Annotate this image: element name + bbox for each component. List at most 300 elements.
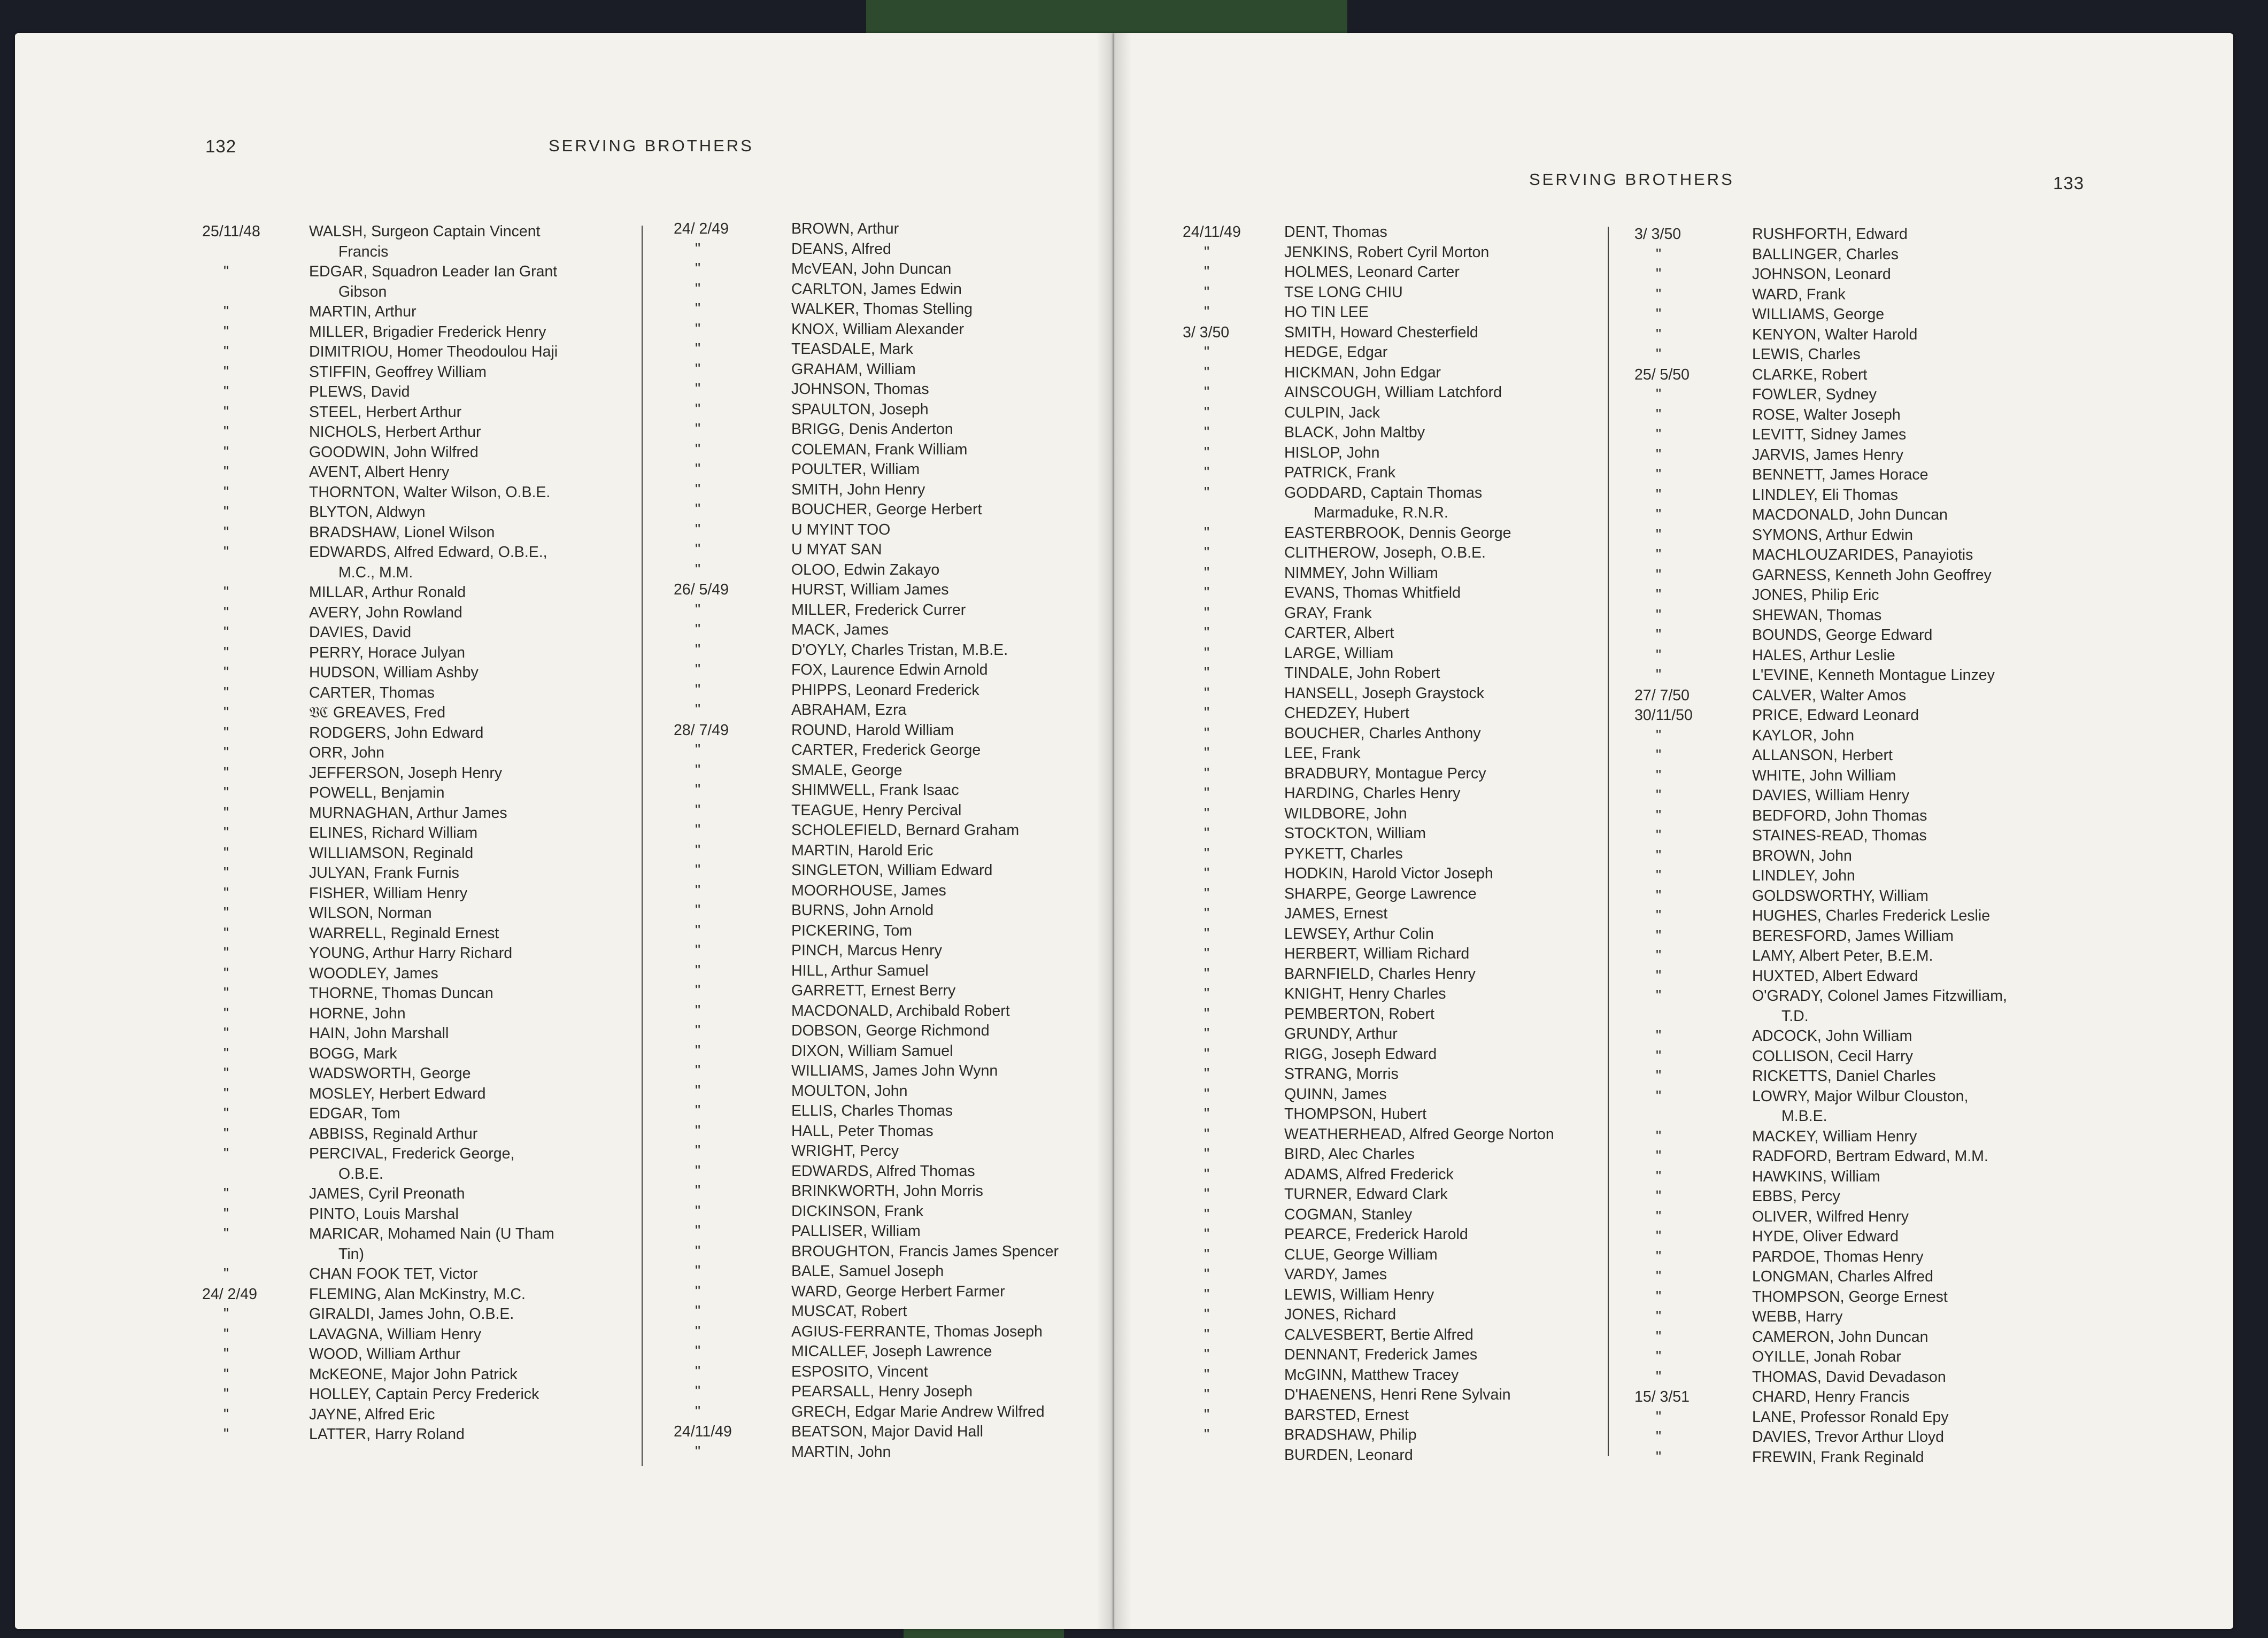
member-name: JOHNSON, Thomas	[791, 381, 929, 398]
member-name: WOODLEY, James	[309, 964, 438, 982]
member-name: ADAMS, Alfred Frederick	[1284, 1165, 1454, 1183]
member-name: DEANS, Alfred	[791, 240, 891, 258]
initiation-date: "	[695, 741, 701, 759]
initiation-date: "	[223, 523, 229, 541]
member-name: M.C., M.M.	[338, 563, 413, 581]
member-name: TINDALE, John Robert	[1284, 665, 1440, 682]
member-name: LEWIS, Charles	[1752, 346, 1861, 363]
column-divider	[642, 226, 643, 1466]
member-name: GARNESS, Kenneth John Geoffrey	[1752, 566, 1992, 584]
member-name: HAWKINS, William	[1752, 1168, 1880, 1185]
member-name: HOLMES, Leonard Carter	[1284, 264, 1460, 281]
member-name: CALVESBERT, Bertie Alfred	[1284, 1326, 1474, 1343]
initiation-date: "	[1204, 364, 1210, 381]
member-name: HOLLEY, Captain Percy Frederick	[309, 1386, 539, 1403]
member-name: CLARKE, Robert	[1752, 366, 1868, 383]
initiation-date: "	[223, 1205, 229, 1223]
initiation-date: "	[695, 922, 701, 939]
member-name: YOUNG, Arthur Harry Richard	[309, 945, 513, 962]
initiation-date: "	[1655, 1288, 1662, 1305]
initiation-date: "	[1204, 1306, 1210, 1323]
initiation-date: "	[223, 1105, 229, 1122]
member-name: SPAULTON, Joseph	[791, 400, 929, 418]
member-name: THORNTON, Walter Wilson, O.B.E.	[309, 483, 551, 501]
member-name: HO TIN LEE	[1284, 304, 1369, 321]
initiation-date: "	[223, 905, 229, 922]
initiation-date: "	[223, 964, 229, 982]
member-name: WOOD, William Arthur	[309, 1346, 461, 1363]
initiation-date: "	[223, 584, 229, 601]
initiation-date: "	[695, 1363, 701, 1380]
initiation-date: "	[223, 784, 229, 801]
initiation-date: "	[223, 1325, 229, 1343]
member-name: SHEWAN, Thomas	[1752, 606, 1882, 624]
member-name: BLACK, John Maltby	[1284, 424, 1425, 441]
initiation-date: "	[223, 443, 229, 461]
member-name: GIRALDI, James John, O.B.E.	[309, 1305, 514, 1323]
right-page	[1114, 33, 2233, 1629]
initiation-date: "	[1655, 807, 1662, 824]
member-name: LONGMAN, Charles Alfred	[1752, 1268, 1933, 1285]
member-name: STRANG, Morris	[1284, 1065, 1399, 1083]
member-name: EBBS, Percy	[1752, 1188, 1840, 1205]
member-name: CHARD, Henry Francis	[1752, 1388, 1910, 1405]
initiation-date: "	[1204, 705, 1210, 722]
initiation-date: "	[1204, 805, 1210, 822]
initiation-date: "	[1655, 847, 1662, 864]
initiation-date: "	[223, 684, 229, 701]
member-name: PHIPPS, Leonard Frederick	[791, 681, 979, 699]
initiation-date: "	[695, 400, 701, 418]
initiation-date: "	[223, 323, 229, 341]
member-name: FOX, Laurence Edwin Arnold	[791, 661, 988, 678]
member-name: M.B.E.	[1781, 1108, 1827, 1125]
initiation-date: "	[695, 521, 701, 538]
member-name: SMITH, Howard Chesterfield	[1284, 323, 1478, 341]
initiation-date: "	[1655, 426, 1662, 443]
initiation-date: "	[695, 1162, 701, 1180]
member-name: BOGG, Mark	[309, 1045, 397, 1062]
initiation-date: "	[1655, 967, 1662, 985]
member-name: EDGAR, Tom	[309, 1105, 400, 1122]
initiation-date: "	[223, 1185, 229, 1202]
member-name: PEMBERTON, Robert	[1284, 1005, 1434, 1023]
initiation-date: "	[223, 544, 229, 561]
left-page	[15, 33, 1114, 1629]
initiation-date: "	[1204, 764, 1210, 782]
member-name: PERCIVAL, Frederick George,	[309, 1145, 515, 1162]
initiation-date: "	[695, 461, 701, 478]
initiation-date: "	[1204, 1406, 1210, 1424]
member-name: MACKEY, William Henry	[1752, 1127, 1917, 1145]
member-name: PRICE, Edward Leonard	[1752, 707, 1919, 724]
member-name: CLUE, George William	[1284, 1246, 1438, 1263]
member-name: BOUCHER, Charles Anthony	[1284, 724, 1481, 742]
member-name: Francis	[338, 243, 389, 260]
initiation-date: "	[1655, 486, 1662, 504]
member-name: THOMAS, David Devadason	[1752, 1368, 1946, 1386]
initiation-date: "	[223, 604, 229, 621]
member-name: ELINES, Richard William	[309, 824, 478, 841]
initiation-date: "	[695, 1383, 701, 1400]
column-divider	[1608, 227, 1609, 1456]
initiation-date: "	[1204, 1025, 1210, 1042]
member-name: VARDY, James	[1284, 1266, 1387, 1283]
member-name: RODGERS, John Edward	[309, 724, 484, 741]
member-name: KENYON, Walter Harold	[1752, 326, 1918, 343]
member-name: BALE, Samuel Joseph	[791, 1263, 944, 1280]
member-name: BEDFORD, John Thomas	[1752, 807, 1927, 824]
member-name: PEARSALL, Henry Joseph	[791, 1383, 973, 1400]
initiation-date: "	[1655, 1408, 1662, 1426]
initiation-date: "	[1204, 264, 1210, 281]
initiation-date: "	[223, 363, 229, 381]
member-name: WARD, George Herbert Farmer	[791, 1282, 1005, 1300]
initiation-date: "	[1204, 665, 1210, 682]
member-name: AVERY, John Rowland	[309, 604, 462, 621]
member-name: HALES, Arthur Leslie	[1752, 646, 1895, 664]
running-header-left: SERVING BROTHERS	[549, 136, 754, 155]
initiation-date: "	[1655, 326, 1662, 343]
member-name: RICKETTS, Daniel Charles	[1752, 1068, 1936, 1085]
initiation-date: "	[1204, 1226, 1210, 1243]
initiation-date: "	[1655, 1087, 1662, 1105]
member-name: GRAY, Frank	[1284, 604, 1372, 622]
initiation-date: "	[1204, 1165, 1210, 1183]
member-name: BRINKWORTH, John Morris	[791, 1183, 983, 1200]
page-number-left: 132	[205, 136, 237, 156]
member-name: D'OYLY, Charles Tristan, M.B.E.	[791, 641, 1008, 659]
initiation-date: "	[1655, 1127, 1662, 1145]
initiation-date: "	[1204, 925, 1210, 942]
book-spine-bottom	[904, 1629, 1064, 1638]
member-name: WALSH, Surgeon Captain Vincent	[309, 223, 541, 240]
member-name: MOULTON, John	[791, 1082, 908, 1100]
initiation-date: "	[1655, 406, 1662, 423]
initiation-date: "	[223, 303, 229, 320]
member-name: MARICAR, Mohamed Nain (U Tham	[309, 1225, 554, 1242]
member-name: NIMMEY, John William	[1284, 564, 1438, 582]
member-name: HYDE, Oliver Edward	[1752, 1228, 1899, 1245]
member-name: LEVITT, Sidney James	[1752, 426, 1907, 443]
member-name: ABBISS, Reginald Arthur	[309, 1125, 478, 1142]
initiation-date: "	[1655, 1068, 1662, 1085]
member-name: Gibson	[338, 283, 387, 300]
member-name: WALKER, Thomas Stelling	[791, 300, 973, 318]
member-name: SHIMWELL, Frank Isaac	[791, 782, 959, 799]
initiation-date: "	[1655, 506, 1662, 523]
initiation-date: "	[1204, 444, 1210, 461]
member-name: FREWIN, Frank Reginald	[1752, 1448, 1924, 1466]
member-name: AINSCOUGH, William Latchford	[1284, 384, 1502, 401]
initiation-date: "	[223, 924, 229, 942]
initiation-date: "	[695, 421, 701, 438]
initiation-date: "	[695, 1443, 701, 1461]
member-name: KAYLOR, John	[1752, 727, 1855, 744]
initiation-date: "	[1204, 424, 1210, 441]
initiation-date: "	[1204, 825, 1210, 842]
member-name: POULTER, William	[791, 461, 920, 478]
book-spine-top	[866, 0, 1347, 33]
initiation-date: "	[695, 822, 701, 839]
member-name: STIFFIN, Geoffrey William	[309, 363, 487, 381]
initiation-date: "	[1655, 1448, 1662, 1466]
initiation-date: "	[1204, 484, 1210, 501]
initiation-date: "	[1204, 684, 1210, 702]
initiation-date: "	[223, 704, 229, 721]
member-name: WRIGHT, Percy	[791, 1142, 899, 1160]
member-name: HUGHES, Charles Frederick Leslie	[1752, 907, 1991, 924]
member-name: PERRY, Horace Julyan	[309, 644, 466, 661]
member-name: O'GRADY, Colonel James Fitzwilliam,	[1752, 987, 2007, 1005]
initiation-date: "	[695, 942, 701, 959]
initiation-date: 24/ 2/49	[674, 220, 729, 237]
member-name: SHARPE, George Lawrence	[1284, 885, 1477, 902]
initiation-date: "	[1204, 1186, 1210, 1203]
member-name: BERESFORD, James William	[1752, 927, 1954, 945]
initiation-date: "	[1655, 1208, 1662, 1225]
member-name: U MYINT TOO	[791, 521, 891, 538]
initiation-date: "	[1204, 584, 1210, 601]
member-name: MILLAR, Arthur Ronald	[309, 584, 466, 601]
initiation-date: "	[223, 1045, 229, 1062]
member-name: MACDONALD, John Duncan	[1752, 506, 1948, 523]
initiation-date: "	[1204, 1206, 1210, 1223]
member-name: EASTERBROOK, Dennis George	[1284, 524, 1511, 542]
initiation-date: "	[1655, 1248, 1662, 1265]
initiation-date: "	[1204, 404, 1210, 421]
initiation-date: "	[1204, 604, 1210, 622]
initiation-date: 24/ 2/49	[202, 1285, 258, 1303]
initiation-date: "	[1204, 1065, 1210, 1083]
member-name: BOUNDS, George Edward	[1752, 627, 1933, 644]
member-name: OLOO, Edwin Zakayo	[791, 561, 940, 578]
member-name: EVANS, Thomas Whitfield	[1284, 584, 1461, 601]
member-name: RUSHFORTH, Edward	[1752, 226, 1908, 243]
initiation-date: "	[1655, 1047, 1662, 1065]
member-name: CALVER, Walter Amos	[1752, 686, 1907, 704]
member-name: PALLISER, William	[791, 1223, 921, 1240]
member-name: JAMES, Cyril Preonath	[309, 1185, 465, 1202]
initiation-date: "	[223, 884, 229, 902]
member-name: WHITE, John William	[1752, 767, 1896, 784]
initiation-date: "	[695, 601, 701, 619]
member-name: RADFORD, Bertram Edward, M.M.	[1752, 1148, 1988, 1165]
member-name: LEWSEY, Arthur Colin	[1284, 925, 1434, 942]
member-name: PLEWS, David	[309, 383, 410, 400]
initiation-date: "	[223, 724, 229, 741]
initiation-date: "	[1204, 644, 1210, 662]
initiation-date: "	[695, 1062, 701, 1079]
initiation-date: "	[1655, 1328, 1662, 1346]
member-name: PATRICK, Frank	[1284, 464, 1395, 481]
initiation-date: "	[223, 1085, 229, 1102]
initiation-date: "	[1655, 827, 1662, 844]
initiation-date: "	[695, 1022, 701, 1039]
member-name: WARD, Frank	[1752, 285, 1846, 303]
member-name: RIGG, Joseph Edward	[1284, 1045, 1437, 1063]
member-name: BROWN, Arthur	[791, 220, 899, 237]
initiation-date: "	[695, 501, 701, 518]
initiation-date: "	[1655, 346, 1662, 363]
member-name: SMALE, George	[791, 761, 902, 779]
member-name: LINDLEY, John	[1752, 867, 1855, 884]
initiation-date: "	[1204, 1125, 1210, 1143]
initiation-date: "	[1204, 564, 1210, 582]
member-name: MURNAGHAN, Arthur James	[309, 804, 507, 822]
member-name: OYILLE, Jonah Robar	[1752, 1348, 1901, 1365]
initiation-date: "	[223, 423, 229, 441]
initiation-date: "	[1204, 344, 1210, 361]
member-name: HODKIN, Harold Victor Joseph	[1284, 865, 1493, 882]
member-name: DAVIES, Trevor Arthur Lloyd	[1752, 1428, 1945, 1446]
member-name: DENT, Thomas	[1284, 223, 1387, 241]
member-name: MARTIN, John	[791, 1443, 891, 1461]
initiation-date: "	[1655, 526, 1662, 544]
member-name: JONES, Philip Eric	[1752, 586, 1879, 604]
initiation-date: "	[695, 1002, 701, 1019]
initiation-date: "	[223, 1346, 229, 1363]
initiation-date: "	[1655, 586, 1662, 604]
member-name: MARTIN, Arthur	[309, 303, 416, 320]
member-name: LOWRY, Major Wilbur Clouston,	[1752, 1087, 1969, 1105]
member-name: SCHOLEFIELD, Bernard Graham	[791, 822, 1020, 839]
initiation-date: "	[695, 1242, 701, 1260]
member-name: THOMPSON, George Ernest	[1752, 1288, 1948, 1305]
member-name: EDWARDS, Alfred Edward, O.B.E.,	[309, 544, 547, 561]
initiation-date: "	[695, 862, 701, 879]
member-name: HUDSON, William Ashby	[309, 664, 479, 681]
member-name: Tin)	[338, 1245, 365, 1263]
member-name: ORR, John	[309, 744, 384, 761]
initiation-date: "	[223, 1386, 229, 1403]
initiation-date: "	[223, 263, 229, 280]
member-name: HERBERT, William Richard	[1284, 945, 1470, 962]
initiation-date: "	[1204, 945, 1210, 962]
member-name: PINTO, Louis Marshal	[309, 1205, 459, 1223]
initiation-date: "	[1655, 667, 1662, 684]
member-name: PYKETT, Charles	[1284, 845, 1403, 862]
member-name: JENKINS, Robert Cyril Morton	[1284, 243, 1490, 261]
initiation-date: "	[1204, 1005, 1210, 1023]
initiation-date: "	[1655, 907, 1662, 924]
member-name: CULPIN, Jack	[1284, 404, 1380, 421]
initiation-date: "	[1655, 446, 1662, 463]
member-name: POWELL, Benjamin	[309, 784, 445, 801]
member-name: COLEMAN, Frank William	[791, 441, 968, 458]
initiation-date: "	[695, 240, 701, 258]
initiation-date: "	[1204, 384, 1210, 401]
initiation-date: "	[695, 1122, 701, 1140]
initiation-date: "	[1204, 1146, 1210, 1163]
member-name: HILL, Arthur Samuel	[791, 962, 929, 979]
member-name: GOLDSWORTHY, William	[1752, 887, 1928, 905]
member-name: GRUNDY, Arthur	[1284, 1025, 1398, 1042]
member-name: LARGE, William	[1284, 644, 1394, 662]
initiation-date: "	[1655, 887, 1662, 905]
initiation-date: 25/11/48	[202, 223, 260, 240]
member-name: DENNANT, Frederick James	[1284, 1346, 1478, 1363]
initiation-date: "	[1655, 1188, 1662, 1205]
initiation-date: "	[1655, 306, 1662, 323]
initiation-date: "	[695, 561, 701, 578]
member-name: WILLIAMS, James John Wynn	[791, 1062, 998, 1079]
member-name: STEEL, Herbert Arthur	[309, 403, 462, 421]
member-name: ALLANSON, Herbert	[1752, 747, 1893, 764]
initiation-date: "	[695, 841, 701, 859]
initiation-date: "	[223, 985, 229, 1002]
member-name: WADSWORTH, George	[309, 1065, 471, 1082]
initiation-date: "	[1204, 1085, 1210, 1103]
initiation-date: "	[695, 1202, 701, 1220]
initiation-date: "	[695, 320, 701, 338]
initiation-date: "	[1204, 1426, 1210, 1443]
member-name: GRECH, Edgar Marie Andrew Wilfred	[791, 1403, 1045, 1420]
initiation-date: "	[1655, 787, 1662, 804]
initiation-date: "	[223, 644, 229, 661]
member-name: QUINN, James	[1284, 1085, 1387, 1103]
member-name: GARRETT, Ernest Berry	[791, 982, 956, 999]
initiation-date: "	[1655, 727, 1662, 744]
member-name: HAIN, John Marshall	[309, 1025, 449, 1042]
member-name: ELLIS, Charles Thomas	[791, 1102, 953, 1119]
member-name: BALLINGER, Charles	[1752, 245, 1899, 263]
initiation-date: "	[695, 1183, 701, 1200]
member-name: BURNS, John Arnold	[791, 902, 934, 919]
initiation-date: "	[1655, 1348, 1662, 1365]
member-name: 𝔙ℭ GREAVES, Fred	[309, 704, 446, 721]
member-name: BURDEN, Leonard	[1284, 1446, 1413, 1464]
member-name: MACHLOUZARIDES, Panayiotis	[1752, 546, 1973, 563]
initiation-date: "	[223, 1065, 229, 1082]
initiation-date: "	[1204, 1246, 1210, 1263]
member-name: WILDBORE, John	[1284, 805, 1407, 822]
initiation-date: "	[1204, 243, 1210, 261]
member-name: BRIGG, Denis Anderton	[791, 421, 953, 438]
initiation-date: "	[695, 341, 701, 358]
member-name: BRADBURY, Montague Percy	[1284, 764, 1486, 782]
initiation-date: 25/ 5/50	[1634, 366, 1690, 383]
member-name: U MYAT SAN	[791, 541, 882, 558]
member-name: PEARCE, Frederick Harold	[1284, 1226, 1468, 1243]
initiation-date: "	[1655, 1428, 1662, 1446]
initiation-date: "	[1204, 1366, 1210, 1384]
member-name: HICKMAN, John Edgar	[1284, 364, 1441, 381]
initiation-date: "	[1655, 1148, 1662, 1165]
member-name: CLITHEROW, Joseph, O.B.E.	[1284, 544, 1486, 561]
member-name: LANE, Professor Ronald Epy	[1752, 1408, 1949, 1426]
initiation-date: "	[1204, 544, 1210, 561]
member-name: MACDONALD, Archibald Robert	[791, 1002, 1010, 1019]
member-name: ABRAHAM, Ezra	[791, 701, 907, 718]
member-name: LINDLEY, Eli Thomas	[1752, 486, 1898, 504]
member-name: DIMITRIOU, Homer Theodoulou Haji	[309, 343, 558, 360]
initiation-date: "	[1204, 885, 1210, 902]
initiation-date: "	[695, 541, 701, 558]
initiation-date: "	[1655, 1268, 1662, 1285]
initiation-date: 28/ 7/49	[674, 721, 729, 739]
initiation-date: "	[223, 504, 229, 521]
initiation-date: "	[1655, 1168, 1662, 1185]
initiation-date: "	[695, 280, 701, 298]
initiation-date: "	[1655, 947, 1662, 964]
member-name: L'EVINE, Kenneth Montague Linzey	[1752, 667, 1995, 684]
member-name: JEFFERSON, Joseph Henry	[309, 764, 503, 782]
member-name: JARVIS, James Henry	[1752, 446, 1903, 463]
member-name: HANSELL, Joseph Graystock	[1284, 684, 1484, 702]
initiation-date: "	[223, 764, 229, 782]
initiation-date: "	[1204, 905, 1210, 922]
